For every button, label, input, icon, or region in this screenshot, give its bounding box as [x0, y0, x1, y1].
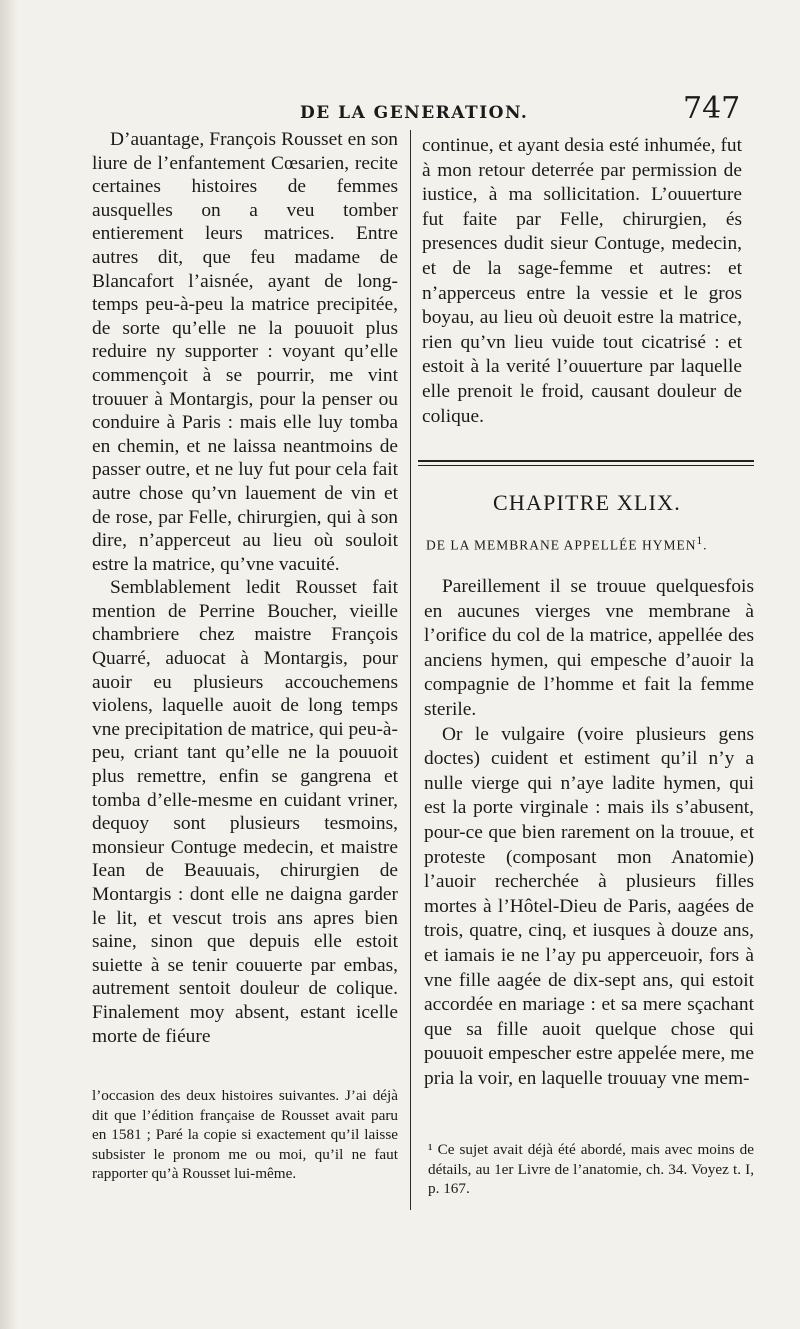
right-footnote: ¹ Ce sujet avait déjà été abordé, mais avec moins de détails, au 1er Livre de l’anatomie, ch. 34. Voyez t. I, p. 167.: [428, 1141, 754, 1198]
right-continuation: continue, et ayant desia esté inhumée, fut à mon retour deterrée par permission de iustice, à ma sollicitation. L’ouuerture fut faite par Felle, chirurgien, és presences dudit sieur Contuge, medecin, et de la sage-femme et autres: et n’apperceus entre la vessie et le gros boyau, au lieu où deuoit estre la matrice, rien qu’vn lieu vuide tout cicatrisé : et estoit à la verité l’ouuerture par laquelle elle prenoit le froid, causant douleur de colique.: [422, 135, 742, 427]
left-footnote: l’occasion des deux histoires suivantes. J’ai déjà dit que l’édition française de Rousset avait paru en 1581 ; Paré la copie si exactement qu’il laisse subsister le pronom me ou moi, qu’il ne faut rapporter qu’à Rousset lui-même.: [92, 1087, 398, 1183]
column-divider: [410, 130, 411, 1210]
section-note-mark: 1: [696, 535, 704, 547]
left-paragraph-2: Semblablement ledit Rousset fait mention de Perrine Boucher, vieille chambriere chez maistre François Quarré, aduocat à Montargis, pour auoir eu plusieurs accouchemens violens, laquelle auoit de long temps vne precipitation de matrice, qui peu-à-peu, criant tant qu’elle ne la pouuoit plus remettre, enfin se gangrena et tomba d’elle-mesme en cuidant vriner, dequoy sont plusieurs tesmoins, monsieur Contuge medecin, et maistre Iean de Beauuais, chirurgien de Montargis : dont elle ne daigna garder le lit, et vescut trois ans apres bien saine, sinon que depuis elle estoit suiette à se tenir couuerte par embas, autrement sentoit douleur de colique. Finalement moy absent, estant icelle morte de fiéure: [92, 577, 398, 1047]
page-edge-shadow: [0, 0, 18, 1329]
page-number: 747: [683, 91, 741, 126]
chapter-title: CHAPITRE XLIX.: [493, 490, 681, 515]
chapter-separator: [418, 460, 754, 466]
left-paragraph-1: D’auantage, François Rousset en son liure de l’enfantement Cœsarien, recite certaines histoires de femmes ausquelles on a veu tomber entierement leurs matrices. Entre autres dit, que feu madame de Blancafort l’aisnée, ayant de long-temps peu-à-peu la matrice precipitée, de sorte qu’elle ne la pouuoit plus reduire ny supporter : voyant qu’elle commençoit à se pourrir, me vint trouuer à Montargis, pour la penser ou conduire à Paris : mais elle luy tomba en chemin, et ne laissa neantmoins de passer outre, et ne luy fut pour cela fait autre chose qu’vn lauement de vin et de rose, par Felle, chirurgien, qui à son dire, n’apperceut au lieu où souloit estre la matrice, qu’vne vacuité.: [92, 129, 398, 575]
running-head: DE LA GENERATION.: [300, 103, 529, 123]
right-paragraph-1: Pareillement il se trouue quelquesfois en aucunes vierges vne membrane à l’orifice du col de la matrice, appellée des anciens hymen, qui empesche d’auoir la compagnie de l’homme et fait la femme sterile.: [424, 576, 754, 720]
section-title: DE LA MEMBRANE APPELLÉE HYMEN: [426, 537, 697, 553]
right-paragraph-2: Or le vulgaire (voire plusieurs gens doctes) cuident et estiment qu’il n’y a nulle vierge qui n’aye ladite hymen, qui est la porte virginale : mais ils s’abusent, pour-ce que bien rarement on la trouue, et proteste (composant mon Anatomie) l’auoir recherchée à plusieurs filles mortes à l’Hôtel-Dieu de Paris, aagées de trois, quatre, cinq, et iusques à douze ans, et iamais ie ne l’ay pu apperceuoir, fors à vne fille aagée de dix-sept ans, qui estoit accordée en mariage : et sa mere sçachant que sa fille auoit quelque chose qui pouuoit empescher estre appelée mere, me pria la voir, en laquelle trouuay vne mem-: [424, 723, 754, 1089]
left-column: [92, 128, 398, 1048]
section-title-line: DE LA MEMBRANE APPELLÉE HYMEN$^1$.: [426, 535, 708, 553]
right-body: [424, 575, 754, 1091]
